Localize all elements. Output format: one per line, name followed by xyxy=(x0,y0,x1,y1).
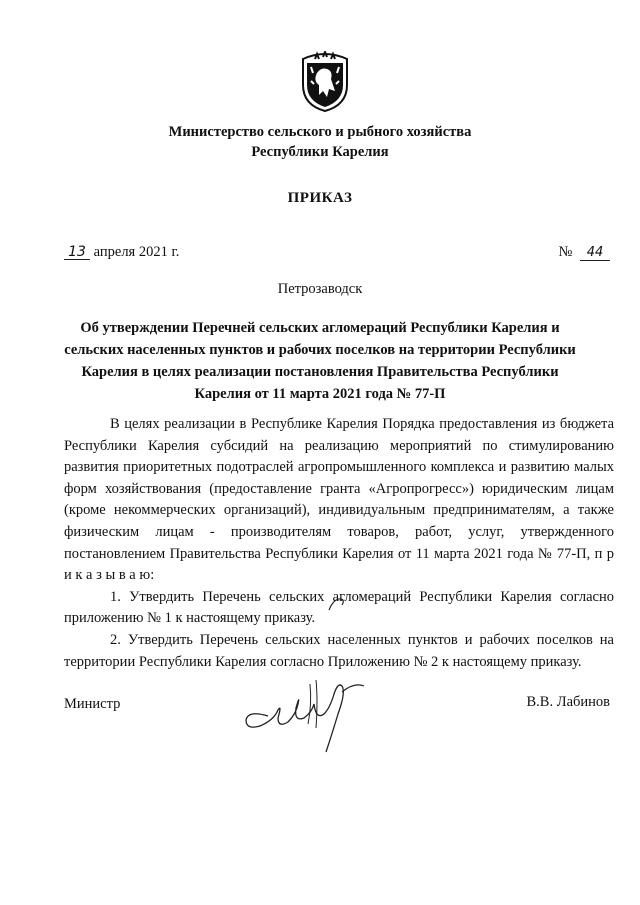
subject-line-1: Об утверждении Перечней сельских агломераций Республики Карелия и xyxy=(80,320,560,336)
city: Петрозаводск xyxy=(277,281,363,297)
date-day: 13 xyxy=(64,245,90,260)
signatory-name: В.В. Лабинов xyxy=(526,694,610,710)
coat-of-arms-icon xyxy=(299,51,351,113)
subject-line-4: Карелия от 11 марта 2021 года № 77-П xyxy=(194,386,446,402)
ministry-line-2: Республики Карелия xyxy=(251,144,389,160)
handwritten-mark-icon xyxy=(326,596,348,612)
ministry-line-1: Министерство сельского и рыбного хозяйства xyxy=(168,124,472,140)
signatory-position: Министр xyxy=(64,696,121,712)
document-type: ПРИКАЗ xyxy=(287,190,353,206)
order-date xyxy=(64,244,179,261)
ministry-name xyxy=(0,122,640,162)
number-value: 44 xyxy=(580,246,610,261)
date-month-year: апреля 2021 г. xyxy=(93,244,180,260)
order-number xyxy=(559,244,610,261)
preamble-paragraph: В целях реализации в Республике Карелия Порядка предоставления из бюджета Республики Карелия субсидий на реализацию мероприятий по стимулированию развития приоритетных подотраслей агропромышленного комплекса и развитию малых форм хозяйствования (предоставление гранта «Агропрогресс») юридическим лицам (кроме некоммерческих организаций), индивидуальным предпринимателям, а также физическим лицам - производителям товаров, работ, услуг, утвержденного постановлением Правительства Республики Карелия от 11 марта 2021 года № 77-П, п р и к а з ы в а ю: xyxy=(64,416,614,584)
order-subject xyxy=(0,317,640,405)
number-label: № xyxy=(558,244,573,260)
subject-line-2: сельских населенных пунктов и рабочих поселков на территории Республики xyxy=(64,342,576,358)
subject-line-3: Карелия в целях реализации постановления Правительства Республики xyxy=(81,364,559,380)
order-item-2: 2. Утвердить Перечень сельских населенных пунктов и рабочих поселков на территории Республики Карелия согласно Приложению № 2 к настоящему приказу. xyxy=(64,631,614,670)
order-body xyxy=(64,414,614,673)
handwritten-signature-icon xyxy=(238,674,378,754)
order-item-1: 1. Утвердить Перечень сельских агломераций Республики Карелия согласно приложению № 1 к настоящему приказу. xyxy=(64,588,614,627)
